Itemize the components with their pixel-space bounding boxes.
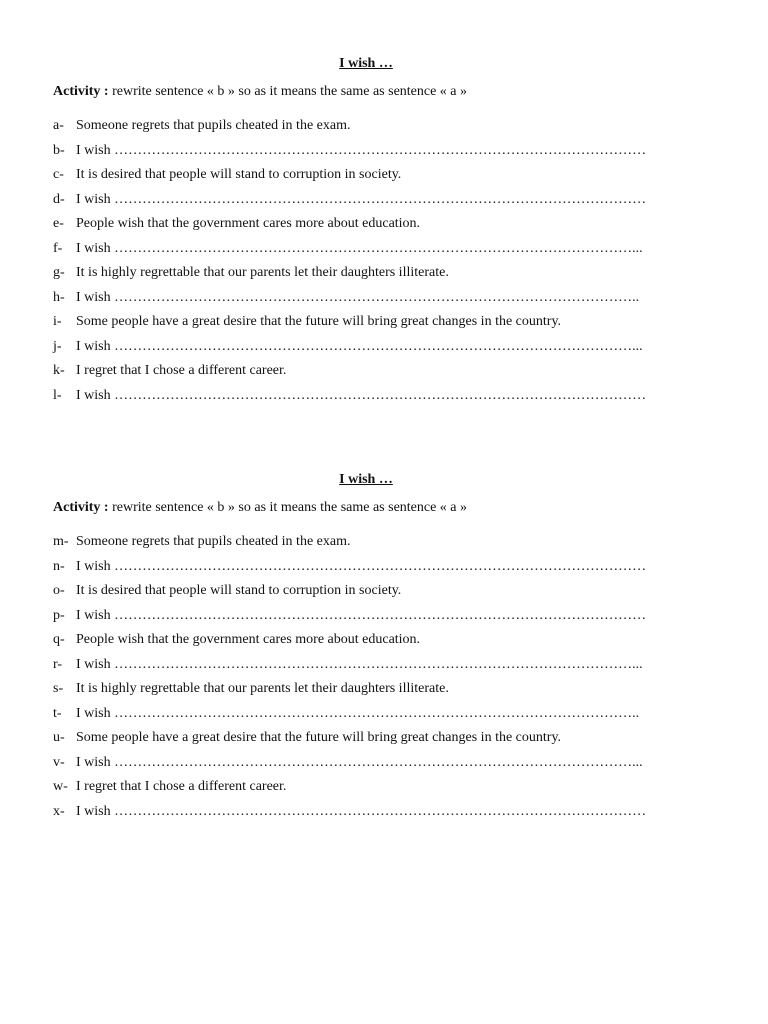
exercise-item [53,778,693,803]
item-letter: n- [53,558,65,574]
item-answer-line: I wish …………………………………………………………………………………………………... [76,656,643,672]
item-answer-line: I wish …………………………………………………………………………………………………... [76,338,643,354]
item-text: Some people have a great desire that the future will bring great changes in the country. [76,730,562,745]
item-text: People wish that the government cares more about education. [76,216,421,231]
item-letter: m- [53,534,69,549]
item-text: It is highly regrettable that our parents let their daughters illiterate. [76,681,449,696]
item-text: Someone regrets that pupils cheated in the exam. [76,118,351,133]
activity-label: Activity : [53,84,109,99]
activity-text: rewrite sentence « b » so as it means the same as sentence « a » [108,500,468,515]
exercise-item [53,705,693,730]
item-letter: a- [53,118,64,133]
item-letter: s- [53,681,64,696]
exercise-item [53,607,693,632]
exercise-item [53,533,693,558]
item-letter: d- [53,191,65,207]
item-answer-line: I wish …………………………………………………………………………………………………... [76,754,643,770]
item-text: It is highly regrettable that our parents let their daughters illiterate. [76,265,449,280]
item-letter: t- [53,705,62,721]
item-letter: i- [53,314,62,329]
item-text: It is desired that people will stand to corruption in society. [76,583,402,598]
item-text: I regret that I chose a different career. [76,363,287,378]
item-answer-line: I wish …………………………………………………………………………………………………… [76,142,647,158]
worksheet-section-2 [53,471,693,827]
exercise-list [53,117,693,411]
item-letter: f- [53,240,63,256]
item-letter: g- [53,265,65,280]
item-letter: b- [53,142,65,158]
item-letter: j- [53,338,62,354]
activity-instruction [53,499,693,517]
item-letter: r- [53,656,63,672]
item-text: It is desired that people will stand to corruption in society. [76,167,402,182]
item-answer-line: I wish …………………………………………………………………………………………………... [76,240,643,256]
exercise-item [53,680,693,705]
item-answer-line: I wish …………………………………………………………………………………………………… [76,387,647,403]
item-letter: k- [53,363,65,378]
exercise-item [53,240,693,265]
item-letter: w- [53,779,68,794]
item-letter: c- [53,167,64,182]
exercise-item [53,582,693,607]
item-letter: v- [53,754,65,770]
exercise-item [53,166,693,191]
item-answer-line: I wish …………………………………………………………………………………………………… [76,803,647,819]
exercise-item [53,729,693,754]
worksheet-section-1 [53,55,693,411]
exercise-item [53,362,693,387]
exercise-item [53,191,693,216]
exercise-item [53,142,693,167]
exercise-item [53,313,693,338]
exercise-item [53,387,693,412]
exercise-item [53,803,693,828]
section-title: I wish … [339,56,393,71]
section-title: I wish … [339,472,393,487]
item-letter: o- [53,583,65,598]
item-letter: l- [53,387,62,403]
item-letter: h- [53,289,65,305]
exercise-item [53,264,693,289]
activity-label: Activity : [53,500,109,515]
item-letter: x- [53,803,65,819]
item-letter: q- [53,632,65,647]
item-answer-line: I wish ………………………………………………………………………………………………….. [76,289,640,305]
item-letter: p- [53,607,65,623]
exercise-item [53,117,693,142]
exercise-item [53,631,693,656]
activity-instruction [53,83,693,101]
exercise-item [53,558,693,583]
exercise-item [53,754,693,779]
item-text: Some people have a great desire that the future will bring great changes in the country. [76,314,562,329]
item-answer-line: I wish …………………………………………………………………………………………………… [76,191,647,207]
activity-text: rewrite sentence « b » so as it means the same as sentence « a » [108,84,468,99]
exercise-item [53,289,693,314]
item-letter: e- [53,216,64,231]
item-letter: u- [53,730,65,745]
exercise-item [53,338,693,363]
item-text: Someone regrets that pupils cheated in the exam. [76,534,351,549]
exercise-item [53,656,693,681]
exercise-item [53,215,693,240]
item-answer-line: I wish ………………………………………………………………………………………………….. [76,705,640,721]
item-answer-line: I wish …………………………………………………………………………………………………… [76,607,647,623]
exercise-list [53,533,693,827]
item-answer-line: I wish …………………………………………………………………………………………………… [76,558,647,574]
item-text: I regret that I chose a different career. [76,779,287,794]
item-text: People wish that the government cares more about education. [76,632,421,647]
